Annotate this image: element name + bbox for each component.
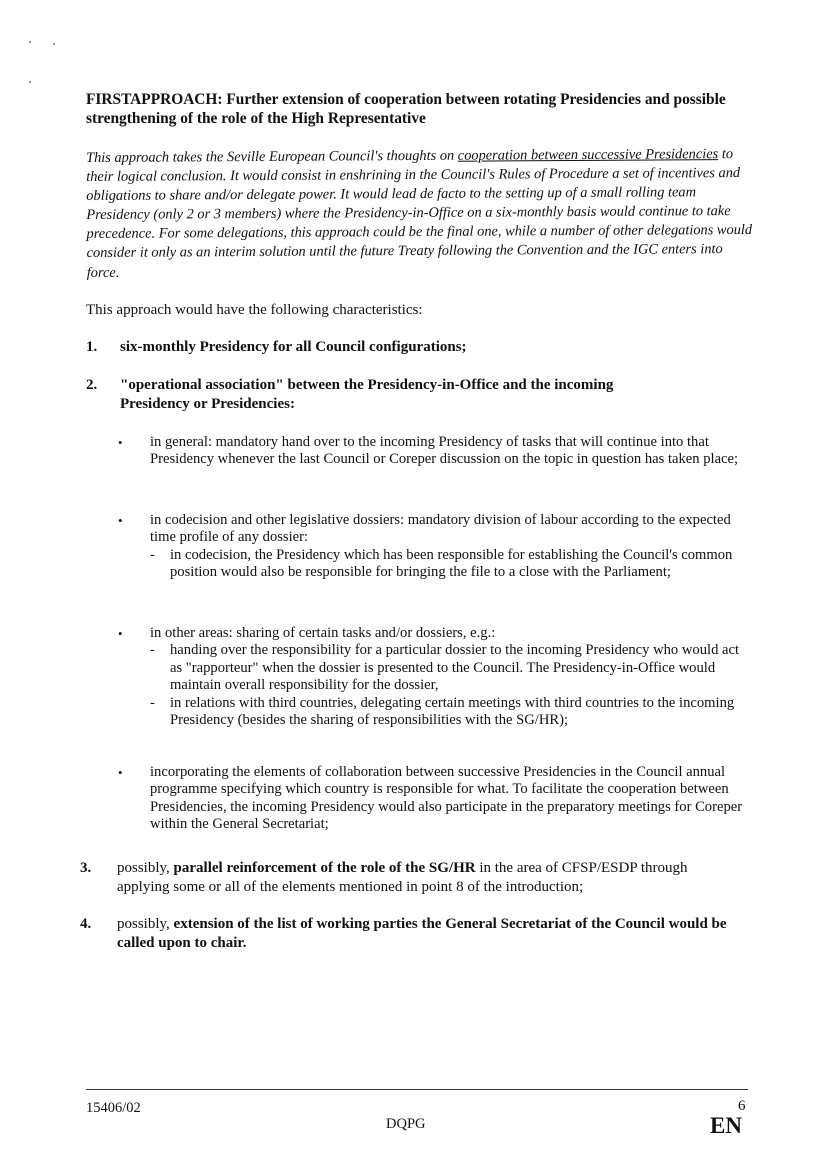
scan-speck xyxy=(29,81,31,83)
item-text: possibly, parallel reinforcement of the role of the SG/HR in the area of CFSP/ESDP through applying some or all of the elements mentioned in point 8 of the introduction; xyxy=(117,860,688,895)
item-number: 2. xyxy=(86,377,98,393)
bullet-text: incorporating the elements of collaboration between successive Presidencies in the Council annual programme specifying which country is responsible for what. To facilitate the cooperation between Presidencies, the incoming Presidency would also participate in the preparatory meetings for Coreper within the General Secretariat; xyxy=(150,764,743,833)
item-number: 4. xyxy=(80,916,92,932)
sub-item: - in codecision, the Presidency which has been responsible for establishing the Council's common position would also be responsible for bringing the file to a close with the Parliament; xyxy=(150,546,733,581)
footer-rule xyxy=(86,1089,748,1090)
bullet-icon: • xyxy=(118,626,123,641)
intro-lead: This approach takes the Seville European Council's thoughts on xyxy=(86,147,458,166)
dash-icon: - xyxy=(150,694,155,711)
dash-icon: - xyxy=(150,642,155,659)
page-number: 6 xyxy=(738,1098,746,1114)
section-heading: FIRSTAPPROACH: Further extension of cooperation between rotating Presidencies and possible strengthening of the role of the High Representative xyxy=(86,91,726,127)
language-code: EN xyxy=(710,1113,742,1138)
item-text: "operational association" between the Presidency-in-Office and the incoming Presidency or Presidencies: xyxy=(120,377,614,412)
intro-underlined: cooperation between successive Presidencies xyxy=(457,146,719,164)
department-code: DQPG xyxy=(386,1116,426,1132)
item-text: six-monthly Presidency for all Council configurations; xyxy=(120,339,467,355)
intro-paragraph xyxy=(86,145,753,283)
item-number: 1. xyxy=(86,339,98,355)
bullet-icon: • xyxy=(118,435,123,450)
item-number: 3. xyxy=(80,860,92,876)
document-code: 15406/02 xyxy=(86,1100,141,1116)
bullet-text: in codecision and other legislative dossiers: mandatory division of labour according to the expected time profile of any dossier: xyxy=(150,512,731,546)
bullet-icon: • xyxy=(118,513,123,528)
item-text: possibly, extension of the list of working parties the General Secretariat of the Council would be called upon to chair. xyxy=(117,916,727,951)
bullet-icon: • xyxy=(118,765,123,780)
bullet-text: in other areas: sharing of certain tasks and/or dossiers, e.g.: xyxy=(150,625,496,641)
dash-icon: - xyxy=(150,546,155,563)
scan-speck xyxy=(29,41,31,43)
sub-item: - handing over the responsibility for a particular dossier to the incoming Presidency who would act as "rapporteur" when the dossier is presented to the Council. The Presidency-in-Office would maintain overall responsibility for the dossier, xyxy=(150,642,740,694)
characteristics-lead: This approach would have the following characteristics: xyxy=(86,302,423,318)
sub-item: - in relations with third countries, delegating certain meetings with third countries to the incoming Presidency (besides the sharing of responsibilities with the SG/HR); xyxy=(150,694,735,729)
bullet-text: in general: mandatory hand over to the incoming Presidency of tasks that will continue into that Presidency whenever the last Council or Coreper discussion on the topic in question has taken place; xyxy=(150,434,739,468)
scan-speck xyxy=(53,43,55,45)
intro-rest: to their logical conclusion. It would consist in enshrining in the Council's Rules of Procedure a set of incentives and obligations to share and/or delegate power. It would lead de facto to the setting up of a small rolling team Presidency (only 2 or 3 members) where the Presidency-in-Office on a six-monthly basis would continue to take precedence. For some delegations, this approach could be the final one, while a number of other delegations would consider it only as an interim solution until the future Treaty following the Convention and the IGC enters into force. xyxy=(86,146,753,281)
